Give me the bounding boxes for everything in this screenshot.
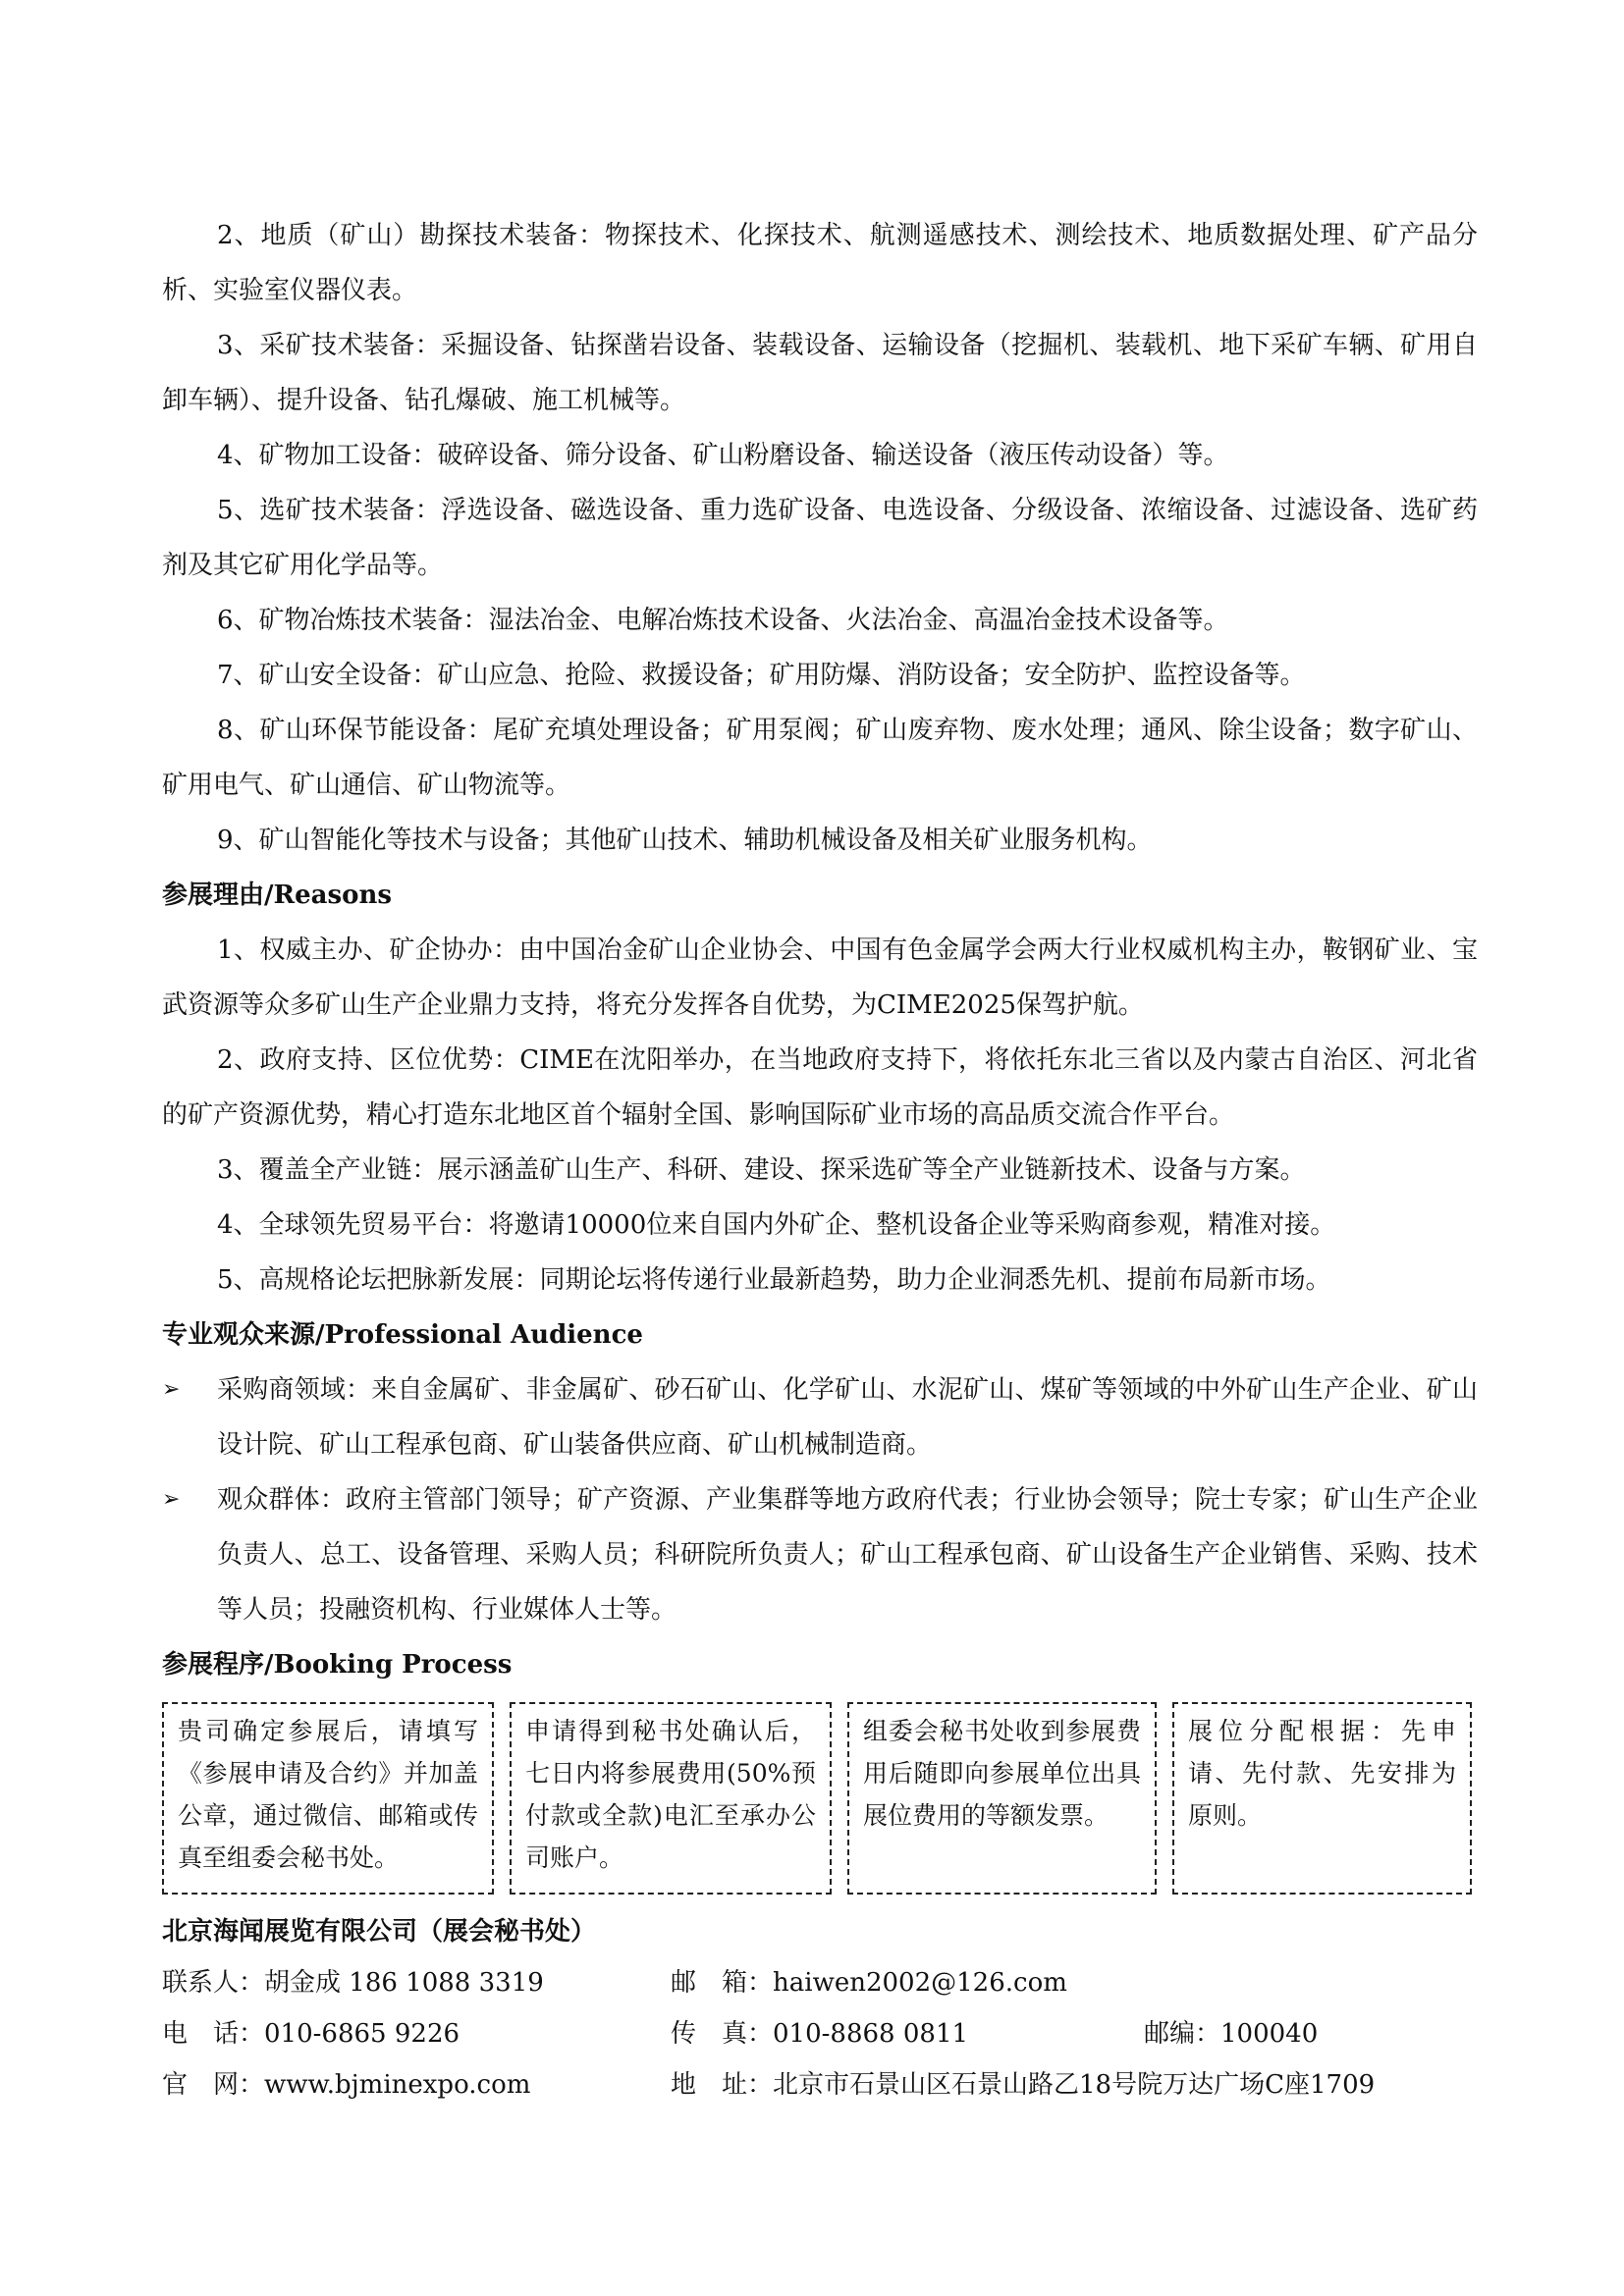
audience-heading: 专业观众来源/Professional Audience <box>162 1320 643 1350</box>
exhibit-item: 2、地质（矿山）勘探技术装备：物探技术、化探技术、航测遥感技术、测绘技术、地质数据处理、矿产品分析、实验室仪器仪表。 <box>162 221 1478 305</box>
arrow-bullet-icon: ➢ <box>162 1487 181 1512</box>
booking-heading: 参展程序/Booking Process <box>162 1650 513 1680</box>
exhibit-item: 8、矿山环保节能设备：尾矿充填处理设备；矿用泵阀；矿山废弃物、废水处理；通风、除尘设备；数字矿山、矿用电气、矿山通信、矿山物流等。 <box>162 716 1478 800</box>
exhibit-item: 5、选矿技术装备：浮选设备、磁选设备、重力选矿设备、电选设备、分级设备、浓缩设备、过滤设备、选矿药剂及其它矿用化学品等。 <box>162 496 1478 580</box>
exhibit-item: 4、矿物加工设备：破碎设备、筛分设备、矿山粉磨设备、输送设备（液压传动设备）等。 <box>217 441 1229 470</box>
phone-value: 010-6865 9226 <box>264 2019 460 2049</box>
audience-item-text: 观众群体：政府主管部门领导；矿产资源、产业集群等地方政府代表；行业协会领导；院士专家；矿山生产企业负责人、总工、设备管理、采购人员；科研院所负责人；矿山工程承包商、矿山设备生产企业销售、采购、技术等人员；投融资机构、行业媒体人士等。 <box>217 1485 1478 1625</box>
postcode-value: 100040 <box>1220 2019 1319 2049</box>
audience-list <box>162 1362 1478 1637</box>
phone <box>162 2008 460 2059</box>
company-name: 北京海闻展览有限公司（展会秘书处） <box>162 1917 597 1947</box>
address <box>671 2059 1375 2110</box>
postcode <box>1144 2008 1318 2059</box>
booking-steps <box>162 1702 1478 1895</box>
contact-row <box>162 2059 1478 2110</box>
exhibit-scope-list <box>162 208 1478 868</box>
booking-step-box: 申请得到秘书处确认后，七日内将参展费用(50%预付款或全款)电汇至承办公司账户。 <box>510 1702 832 1895</box>
contact-row <box>162 1957 1478 2008</box>
exhibit-item: 3、采矿技术装备：采掘设备、钻探凿岩设备、装载设备、运输设备（挖掘机、装载机、地下采矿车辆、矿用自卸车辆）、提升设备、钻孔爆破、施工机械等。 <box>162 331 1478 415</box>
audience-item <box>162 1362 1478 1472</box>
reason-item: 5、高规格论坛把脉新发展：同期论坛将传递行业最新趋势，助力企业洞悉先机、提前布局新市场。 <box>217 1265 1331 1295</box>
fax-value: 010-8868 0811 <box>773 2019 969 2049</box>
contact-value: 胡金成 186 1088 3319 <box>264 1968 544 1998</box>
exhibit-item: 7、矿山安全设备：矿山应急、抢险、救援设备；矿用防爆、消防设备；安全防护、监控设备等。 <box>217 661 1306 690</box>
contact-label: 联系人： <box>162 1968 265 1998</box>
contact-block <box>162 1957 1478 2110</box>
reason-item: 4、全球领先贸易平台：将邀请10000位来自国内外矿企、整机设备企业等采购商参观，精准对接。 <box>217 1210 1336 1240</box>
reasons-heading: 参展理由/Reasons <box>162 881 393 910</box>
exhibit-item: 9、矿山智能化等技术与设备；其他矿山技术、辅助机械设备及相关矿业服务机构。 <box>217 826 1153 855</box>
fax <box>671 2008 968 2059</box>
fax-label: 传 真： <box>671 2019 774 2049</box>
address-label: 地 址： <box>671 2070 774 2100</box>
email-label: 邮 箱： <box>671 1968 774 1998</box>
website <box>162 2059 530 2110</box>
email-value[interactable]: haiwen2002@126.com <box>773 1968 1067 1998</box>
contact-row <box>162 2008 1478 2059</box>
contact-person <box>162 1957 544 2008</box>
arrow-bullet-icon: ➢ <box>162 1377 181 1402</box>
reason-item: 1、权威主办、矿企协办：由中国冶金矿山企业协会、中国有色金属学会两大行业权威机构主办，鞍钢矿业、宝武资源等众多矿山生产企业鼎力支持，将充分发挥各自优势，为CIME2025保驾护航。 <box>162 935 1478 1020</box>
exhibit-item: 6、矿物冶炼技术装备：湿法冶金、电解冶炼技术设备、火法冶金、高温冶金技术设备等。 <box>217 606 1229 635</box>
website-value[interactable]: www.bjminexpo.com <box>264 2070 531 2100</box>
reasons-list <box>162 923 1478 1308</box>
website-label: 官 网： <box>162 2070 265 2100</box>
audience-item <box>162 1472 1478 1637</box>
email <box>671 1957 1067 2008</box>
booking-step-box: 组委会秘书处收到参展费用后随即向参展单位出具展位费用的等额发票。 <box>847 1702 1157 1895</box>
postcode-label: 邮编： <box>1144 2019 1221 2049</box>
phone-label: 电 话： <box>162 2019 265 2049</box>
reason-item: 3、覆盖全产业链：展示涵盖矿山生产、科研、建设、探采选矿等全产业链新技术、设备与方案。 <box>217 1155 1306 1185</box>
page-content <box>162 208 1478 2110</box>
booking-step-box: 贵司确定参展后，请填写《参展申请及合约》并加盖公章，通过微信、邮箱或传真至组委会秘书处。 <box>162 1702 494 1895</box>
audience-item-text: 采购商领域：来自金属矿、非金属矿、砂石矿山、化学矿山、水泥矿山、煤矿等领域的中外矿山生产企业、矿山设计院、矿山工程承包商、矿山装备供应商、矿山机械制造商。 <box>217 1375 1478 1460</box>
reason-item: 2、政府支持、区位优势：CIME在沈阳举办，在当地政府支持下，将依托东北三省以及内蒙古自治区、河北省的矿产资源优势，精心打造东北地区首个辐射全国、影响国际矿业市场的高品质交流合作平台。 <box>162 1045 1478 1130</box>
address-value: 北京市石景山区石景山路乙18号院万达广场C座1709 <box>773 2070 1376 2100</box>
booking-step-box: 展位分配根据：先申请、先付款、先安排为原则。 <box>1172 1702 1472 1895</box>
